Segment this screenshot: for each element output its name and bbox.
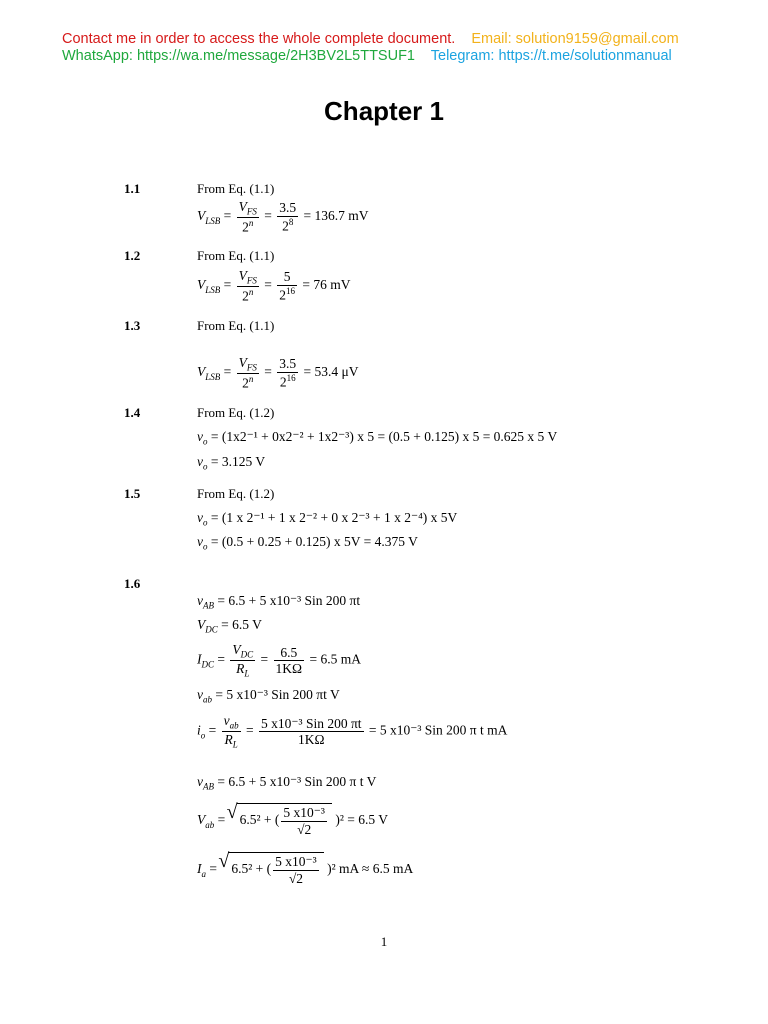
equation-1-5-a: $v_o = (1$ x 2⁻¹ + 1 x 2⁻² + 0 x 2⁻³ + 1 x 2⁻⁴) x 5V: [197, 510, 458, 528]
contact-text: Contact me in order to access the whole complete document.: [62, 31, 456, 47]
equation-1-4-b: $v_o = 3.125$ V: [197, 454, 266, 472]
equation-1-1: $V_{LSB}$ = $\frac{V_{FS}}{2^n}$ = $\frac{3.5}{2^8}$ = 136.7 mV: [197, 199, 369, 235]
eq-reference: From Eq. (1.2): [197, 486, 275, 501]
problem-number: 1.4: [124, 405, 141, 420]
equation-1-3: $V_{LSB}$ = $\frac{V_{FS}}{2^n}$ = $\frac{3.5}{2^{16}}$ = 53.4 μV: [197, 355, 359, 391]
equation-Vab-rms: $V_{ab}$ = √ 6.5² + ( $\frac{\text{5 x10⁻³}}{√2}$ )² = 6.5 V: [197, 803, 388, 837]
header-line-1: [62, 31, 679, 47]
equation-vDC: $V_{DC} = 6.5$ V: [197, 617, 262, 635]
chapter-title: Chapter 1: [324, 96, 444, 126]
problem-number: 1.6: [124, 576, 141, 591]
equation-1-5-b: $v_o = (0.5 + 0.25 + 0.125)$ x 5V = 4.375 V: [197, 534, 418, 552]
result: = 53.4 μV: [303, 364, 359, 380]
problem-number: 1.3: [124, 318, 141, 333]
page-number: 1: [380, 934, 388, 949]
equation-vab: $v_{ab} = 5$ x10⁻³ Sin 200 πt V: [197, 687, 340, 705]
numerator: 3.5: [279, 356, 297, 372]
problem-number: 1.2: [124, 248, 141, 263]
numerator: 3.5: [279, 200, 297, 216]
eq-reference: From Eq. (1.2): [197, 405, 275, 420]
whatsapp-text: WhatsApp: https://wa.me/message/2H3BV2L5TTSUF1: [62, 48, 415, 64]
equation-1-2: $V_{LSB}$ = $\frac{V_{FS}}{2^n}$ = $\frac{5}{2^{16}}$ = 76 mV: [197, 268, 351, 304]
equation-Ia-rms: $I_a$ = √ 6.5² + ( $\frac{\text{5 x10⁻³}}{√2}$ )² mA ≈ 6.5 mA: [197, 852, 413, 886]
problem-number: 1.5: [124, 486, 141, 501]
numerator: 5: [277, 269, 297, 286]
result: = 76 mV: [302, 277, 351, 293]
header-line-2: [62, 48, 672, 64]
eq-reference: From Eq. (1.1): [197, 181, 275, 196]
problem-number: 1.1: [124, 181, 141, 196]
email-text: Email: solution9159@gmail.com: [471, 31, 679, 47]
equation-io: $i_o$ = $\frac{v_{ab}}{R_L}$ = $\frac{\text{5 x10⁻³ Sin 200 πt}}{1K\Omega}$ = 5 x10⁻³ Sin 200 π t mA: [197, 713, 508, 750]
equation-iDC: $I_{DC}$ = $\frac{V_{DC}}{R_L}$ = $\frac{6.5}{1K\Omega}$ = 6.5 mA: [197, 642, 361, 679]
eq-reference: From Eq. (1.1): [197, 318, 275, 333]
telegram-text: Telegram: https://t.me/solutionmanual: [430, 48, 672, 64]
equation-1-4-a: $v_o = (1x2^{-1} + 0x2^{-2} + 1x2^{-3})$ x 5 = (0.5 + 0.125) x 5 = 0.625 x 5 V: [197, 429, 558, 447]
result: = 136.7 mV: [303, 208, 369, 224]
equation-vAB: $v_{AB} = 6.5 + 5$ x10⁻³ Sin 200 πt: [197, 593, 361, 611]
equation-vAB-2: $v_{AB} = 6.5 + 5$ x10⁻³ Sin 200 π t V: [197, 774, 377, 792]
eq-reference: From Eq. (1.1): [197, 248, 275, 263]
